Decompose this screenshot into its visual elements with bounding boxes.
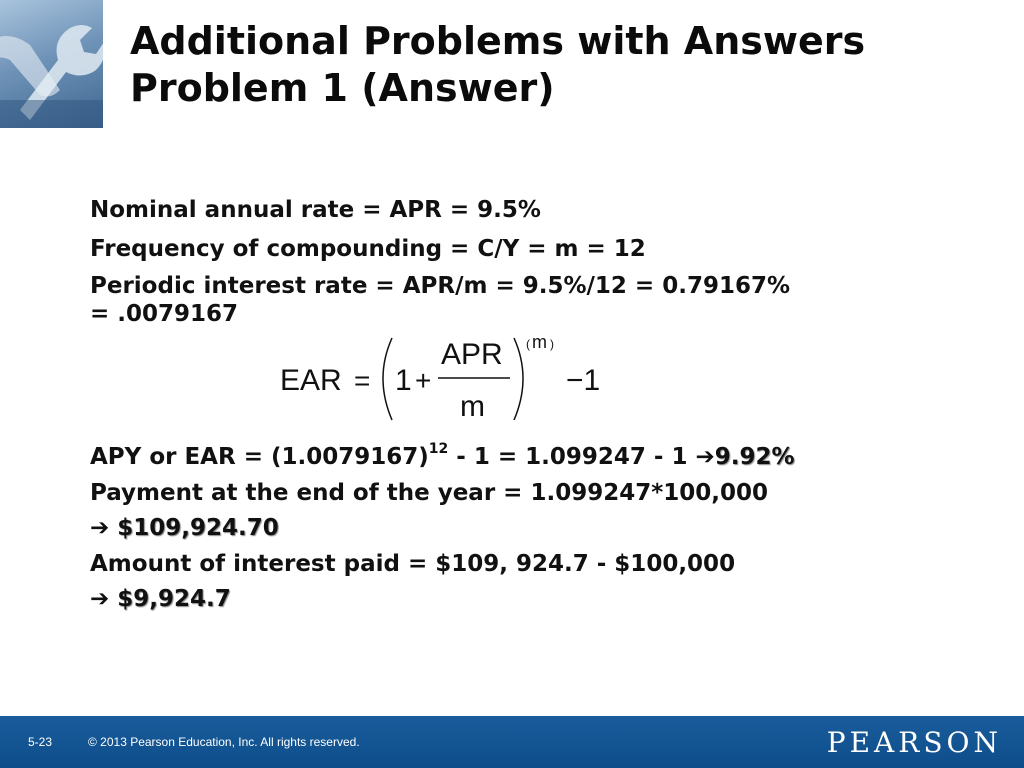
apy-prefix: APY or EAR = (1.0079167): [90, 444, 429, 470]
copyright-text: © 2013 Pearson Education, Inc. All rights reserved.: [88, 735, 360, 749]
payment-line: Payment at the end of the year = 1.099247*100,000: [90, 480, 769, 506]
formula-minus-one: −1: [566, 364, 601, 397]
title-line-1: Additional Problems with Answers: [130, 19, 866, 63]
formula-one: 1: [395, 364, 412, 397]
arrow-right-icon: ➔: [695, 444, 715, 470]
interest-result: $9,924.7: [117, 586, 231, 612]
periodic-rate-decimal-line: = .0079167: [90, 301, 239, 327]
arrow-right-icon: ➔: [90, 586, 110, 612]
title-line-2: Problem 1 (Answer): [130, 66, 555, 110]
apy-result: 9.92%: [714, 444, 795, 470]
footer-bar: [0, 716, 1024, 768]
payment-result-line: [90, 514, 279, 542]
frequency-line: Frequency of compounding = C/Y = m = 12: [90, 236, 646, 262]
exp-close-paren: ): [550, 337, 554, 351]
apy-exponent: 12: [428, 441, 449, 458]
formula-lhs: EAR: [280, 364, 342, 397]
interest-line: Amount of interest paid = $109, 924.7 - $100,000: [90, 551, 736, 577]
formula-equals: =: [354, 365, 371, 396]
periodic-rate-line: Periodic interest rate = APR/m = 9.5%/12 = 0.79167%: [90, 273, 791, 299]
formula-numerator: APR: [441, 338, 503, 371]
page-title: [130, 18, 1010, 112]
apy-suffix: - 1 = 1.099247 - 1: [448, 444, 696, 470]
pearson-logo: PEARSON: [826, 726, 1002, 759]
ear-formula: [270, 328, 630, 428]
right-paren: [514, 338, 523, 420]
apy-line: [90, 443, 795, 471]
wrench-logo-icon: [0, 0, 103, 128]
formula-denominator: m: [460, 390, 485, 423]
exp-open-paren: (: [526, 337, 530, 351]
slide-number: 5-23: [28, 735, 53, 749]
formula-plus: +: [415, 365, 432, 396]
formula-exponent: m: [532, 332, 547, 352]
left-paren: [383, 338, 392, 420]
interest-result-line: [90, 585, 231, 613]
nominal-rate-line: Nominal annual rate = APR = 9.5%: [90, 197, 541, 223]
payment-result: $109,924.70: [117, 515, 279, 541]
arrow-right-icon: ➔: [90, 515, 110, 541]
